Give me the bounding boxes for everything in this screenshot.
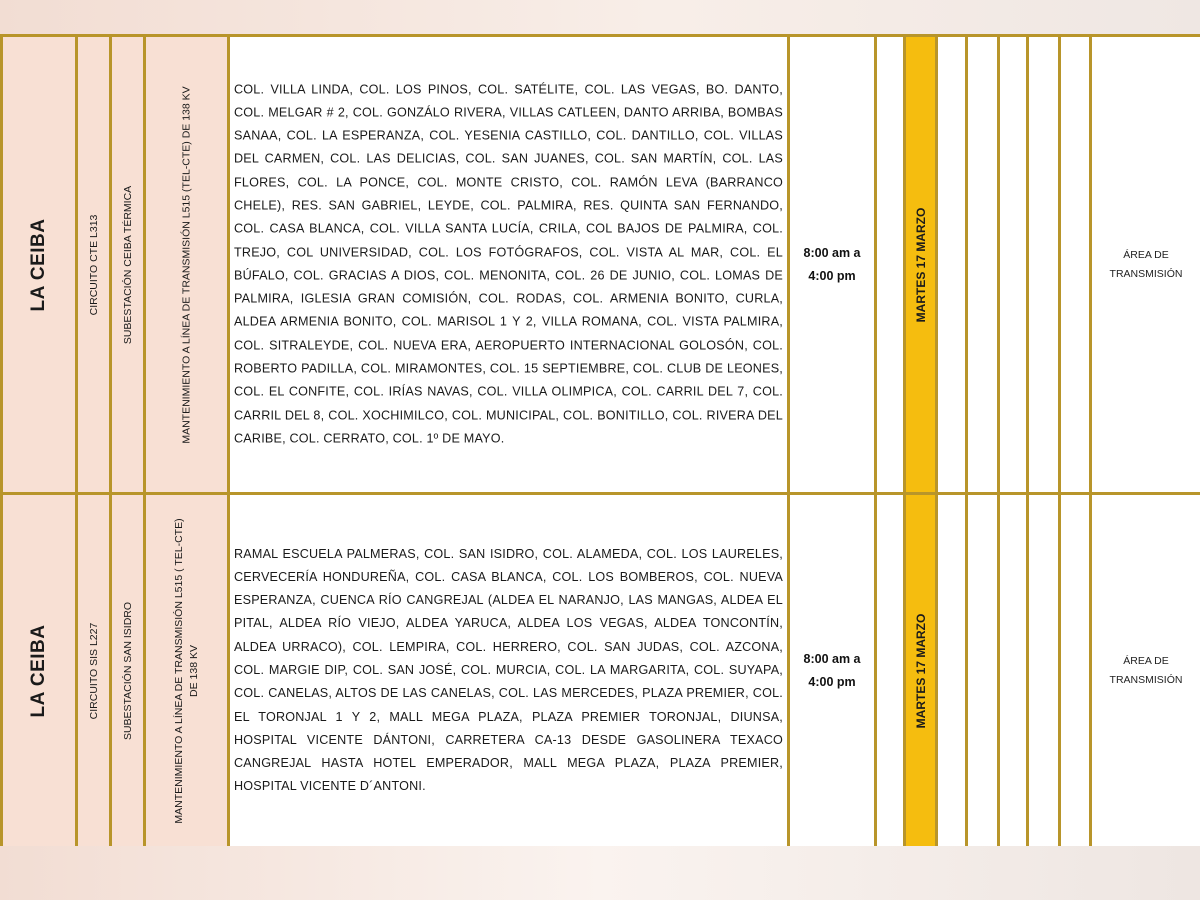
maintenance-cell xyxy=(145,36,229,494)
date-cell xyxy=(905,36,937,494)
substation-label: SUBESTACIÓN SAN ISIDRO xyxy=(121,601,134,740)
date-cell xyxy=(905,494,937,848)
department-label xyxy=(1092,246,1200,284)
empty-cell xyxy=(937,494,967,848)
affected-areas-cell xyxy=(229,494,789,848)
department-line-1: ÁREA DE xyxy=(1123,248,1169,261)
substation-cell xyxy=(111,36,145,494)
substation-label: SUBESTACIÓN CEIBA TÉRMICA xyxy=(121,185,134,344)
maintenance-line-1: MANTENIMIENTO A LÍNEA DE TRANSMISIÓN L515 ( TEL-CTE) xyxy=(172,517,185,824)
maintenance-line-1: MANTENIMIENTO A LÍNEA DE TRANSMISIÓN L515 (TEL-CTE) DE 138 KV xyxy=(180,85,192,444)
empty-cell xyxy=(937,36,967,494)
department-line-2: TRANSMISIÓN xyxy=(1109,673,1183,686)
maintenance-line-2: DE 138 KV xyxy=(187,644,200,697)
date-label: MARTES 17 MARZO xyxy=(913,207,928,322)
page-background-bottom xyxy=(0,846,1200,900)
department-cell xyxy=(1091,36,1200,494)
page-background-top xyxy=(0,0,1200,36)
circuit-cell xyxy=(77,36,111,494)
affected-areas-text: RAMAL ESCUELA PALMERAS, COL. SAN ISIDRO, COL. ALAMEDA, COL. LOS LAURELES, CERVECERÍA HONDUREÑA, COL. CASA BLANCA, COL. LOS BOMBEROS, COL. NUEVA ESPERANZA, CUENCA RÍO CANGREJAL (ALDEA EL NARANJO, LAS MANGAS, ALDEA EL PITAL, ALDEA RÍO VIEJO, ALDEA YARUCA, ALDEA LOS VEGAS, ALDEA TONCONTÍN, ALDEA URRACO), COL. LEMPIRA, COL. HERRERO, COL. SAN JUDAS, COL. AZCONA, COL. MARGIE DIP, COL. SAN JOSÉ, COL. MURCIA, COL. LA MARGARITA, COL. SUYAPA, COL. CANELAS, ALTOS DE LAS CANELAS, COL. LAS MERCEDES, PLAZA PREMIER, COL. EL TORONJAL 1 Y 2, MALL MEGA PLAZA, PLAZA PREMIER TORONJAL, DIUNSA, HOSPITAL VICENTE DÁNTONI, CARRETERA CA-13 DESDE GASOLINERA TEXACO CANGREJAL HASTA HOTEL EMPERADOR, MALL MEGA PLAZA, PLAZA PREMIER, HOSPITAL VICENTE D´ANTONI. xyxy=(234,546,783,794)
city-cell xyxy=(2,494,77,848)
time-cell xyxy=(789,494,876,848)
circuit-label: CIRCUITO SIS L227 xyxy=(87,622,100,719)
city-label: LA CEIBA xyxy=(28,623,49,718)
empty-cell xyxy=(1060,36,1091,494)
empty-cell xyxy=(876,494,905,848)
time-range xyxy=(790,242,874,288)
maintenance-label xyxy=(172,518,202,823)
empty-cell xyxy=(967,36,999,494)
department-label xyxy=(1092,652,1200,690)
outage-schedule-table xyxy=(0,34,1200,849)
table-row xyxy=(2,494,1200,848)
time-cell xyxy=(789,36,876,494)
empty-cell xyxy=(999,36,1028,494)
time-range xyxy=(790,648,874,694)
department-line-2: TRANSMISIÓN xyxy=(1109,267,1183,280)
department-line-1: ÁREA DE xyxy=(1123,654,1169,667)
substation-cell xyxy=(111,494,145,848)
time-end: 4:00 pm xyxy=(808,268,856,283)
city-cell xyxy=(2,36,77,494)
date-label: MARTES 17 MARZO xyxy=(913,613,928,728)
empty-cell xyxy=(999,494,1028,848)
circuit-label: CIRCUITO CTE L313 xyxy=(87,214,100,315)
maintenance-label xyxy=(179,86,194,443)
time-start: 8:00 am a xyxy=(803,651,861,666)
table-row xyxy=(2,36,1200,494)
empty-cell xyxy=(1028,36,1060,494)
city-label: LA CEIBA xyxy=(28,217,49,312)
empty-cell xyxy=(1060,494,1091,848)
department-cell xyxy=(1091,494,1200,848)
empty-cell xyxy=(967,494,999,848)
circuit-cell xyxy=(77,494,111,848)
empty-cell xyxy=(1028,494,1060,848)
affected-areas-text: COL. VILLA LINDA, COL. LOS PINOS, COL. SATÉLITE, COL. LAS VEGAS, BO. DANTO, COL. MELGAR # 2, COL. GONZÁLO RIVERA, VILLAS CATLEEN, DANTO ARRIBA, BOMBAS SANAA, COL. LA ESPERANZA, COL. YESENIA CASTILLO, COL. DANTILLO, COL. VILLAS DEL CARMEN, COL. LAS DELICIAS, COL. SAN JUANES, COL. SAN MARTÍN, COL. LAS FLORES, COL. LA PONCE, COL. MONTE CRISTO, COL. RAMÓN LEVA (BARRANCO CHELE), RES. SAN GABRIEL, LEYDE, COL. PALMIRA, RES. QUINTA SAN FERNANDO, COL. CASA BLANCA, COL. VILLA SANTA LUCÍA, CRILA, COL BAJOS DE PALMIRA, COL. TREJO, COL UNIVERSIDAD, COL. LOS FOTÓGRAFOS, COL. VISTA AL MAR, COL. EL BÚFALO, COL. GRACIAS A DIOS, COL. MENONITA, COL. 26 DE JUNIO, COL. LOMAS DE PALMIRA, IGLESIA GRAN COMISIÓN, COL. RODAS, COL. ARMENIA BONITO, CURLA, ALDEA ARMENIA BONITO, COL. MARISOL 1 Y 2, VILLA ROMANA, COL. VISTA PALMIRA, COL. SITRALEYDE, COL. NUEVA ERA, AEROPUERTO INTERNACIONAL GOLOSÓN, COL. ROBERTO PADILLA, COL. MIRAMONTES, COL. 15 SEPTIEMBRE, COL. CLUB DE LEONES, COL. EL CONFITE, COL. IRÍAS NAVAS, COL. VILLA OLIMPICA, COL. CARRIL DEL 7, COL. CARRIL DEL 8, COL. XOCHIMILCO, COL. MUNICIPAL, COL. BONITILLO, COL. RIVERA DEL CARIBE, COL. CERRATO, COL. 1º DE MAYO. xyxy=(234,82,783,446)
maintenance-cell xyxy=(145,494,229,848)
time-end: 4:00 pm xyxy=(808,674,856,689)
affected-areas-cell xyxy=(229,36,789,494)
time-start: 8:00 am a xyxy=(803,245,861,260)
empty-cell xyxy=(876,36,905,494)
